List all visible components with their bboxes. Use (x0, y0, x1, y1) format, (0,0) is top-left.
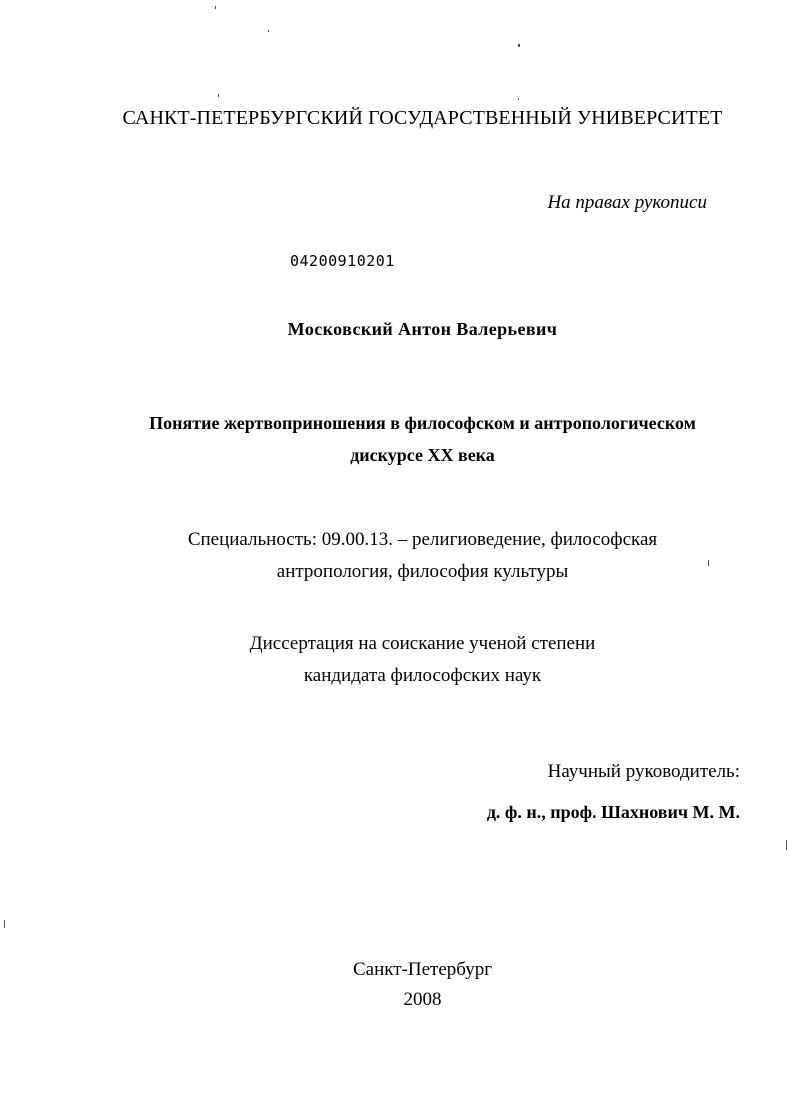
manuscript-note: На правах рукописи (547, 192, 707, 213)
university-name: САНКТ-ПЕТЕРБУРГСКИЙ ГОСУДАРСТВЕННЫЙ УНИВЕРСИТЕТ (122, 107, 723, 129)
degree-line-1: Диссертация на соискание ученой степени (249, 633, 596, 654)
scan-speck (518, 44, 520, 47)
scan-speck (708, 560, 709, 566)
city: Санкт-Петербург (352, 959, 492, 980)
scan-speck (4, 920, 5, 928)
scan-speck (786, 840, 787, 850)
supervisor-name: д. ф. н., проф. Шахнович М. М. (486, 802, 740, 822)
scan-speck (518, 98, 519, 100)
year: 2008 (403, 989, 442, 1010)
supervisor-label: Научный руководитель: (547, 761, 740, 782)
scan-speck (268, 30, 269, 32)
degree-line-2: кандидата философских наук (303, 665, 542, 686)
dissertation-title-line-2: дискурсе XX века (350, 445, 495, 465)
specialty-line-1: Специальность: 09.00.13. – религиоведение, философская (187, 529, 658, 550)
specialty-line-2: антропология, философия культуры (276, 561, 569, 582)
registry-number: 04200910201 (290, 252, 395, 270)
author-name: Московский Антон Валерьевич (287, 319, 558, 339)
scan-speck (218, 94, 219, 97)
dissertation-title-line-1: Понятие жертвоприношения в философском и антропологическом (149, 413, 696, 433)
scan-speck (215, 6, 216, 9)
